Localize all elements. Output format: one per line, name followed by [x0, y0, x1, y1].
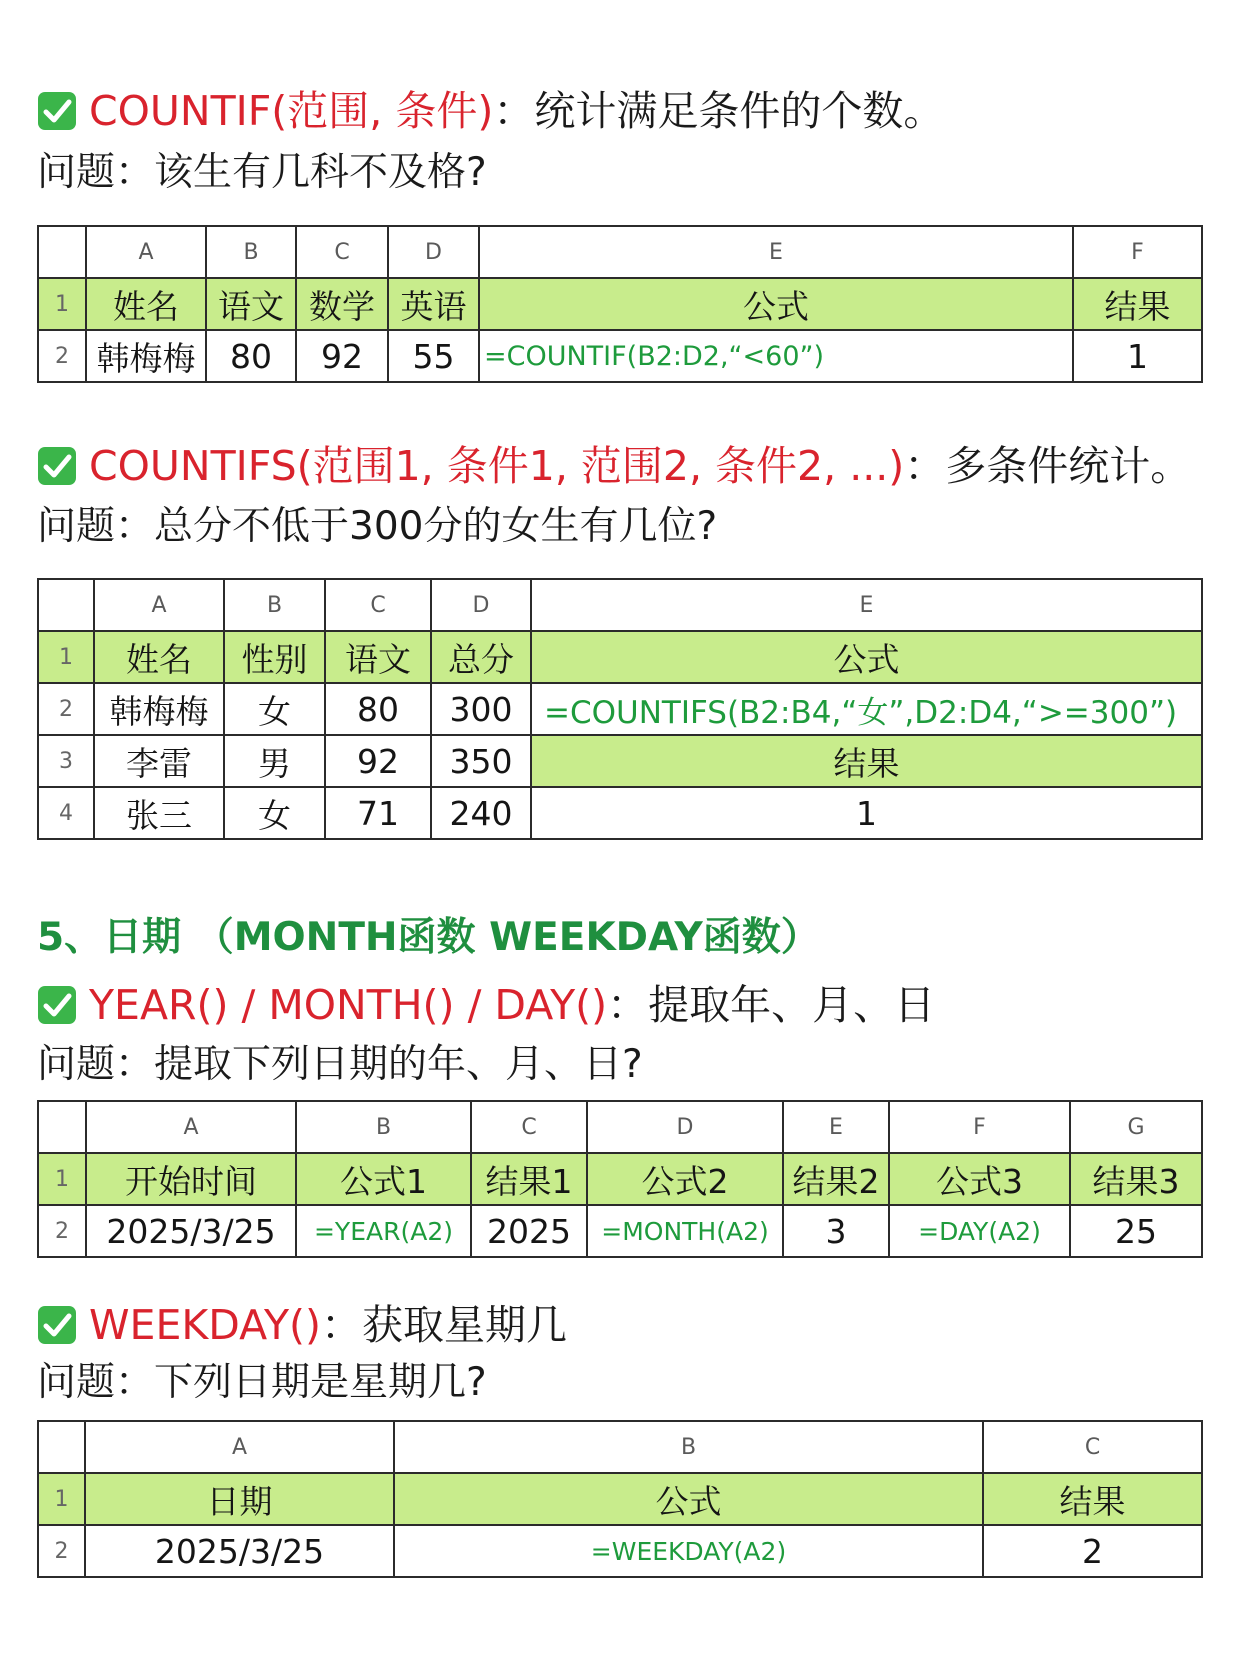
table-row	[38, 1205, 1202, 1257]
column-letter: G	[1070, 1101, 1202, 1153]
formula-cell: =YEAR(A2)	[296, 1205, 471, 1257]
result-header-cell: 结果	[531, 735, 1202, 787]
corner-cell	[38, 1421, 85, 1473]
table-cell: 语文	[325, 631, 431, 683]
column-letter: D	[587, 1101, 783, 1153]
table-cell: 女	[224, 787, 325, 839]
column-letter: B	[394, 1421, 983, 1473]
formula-cell: =WEEKDAY(A2)	[394, 1525, 983, 1577]
table-cell: 男	[224, 735, 325, 787]
table-cell: 结果3	[1070, 1153, 1202, 1205]
column-letter: E	[479, 226, 1073, 278]
table-row	[38, 330, 1202, 382]
question-text: 问题：提取下列日期的年、月、日?	[37, 1042, 643, 1087]
column-letter: A	[86, 1101, 296, 1153]
corner-cell	[38, 579, 94, 631]
section-title: 5、日期 （MONTH函数 WEEKDAY函数）	[37, 915, 820, 960]
question-text: 问题：下列日期是星期几?	[37, 1360, 487, 1405]
column-letter: C	[325, 579, 431, 631]
column-letter: B	[224, 579, 325, 631]
corner-cell	[38, 226, 86, 278]
column-letter: B	[206, 226, 296, 278]
table-row	[38, 683, 1202, 735]
function-signature: WEEKDAY()	[89, 1301, 321, 1349]
table-row	[38, 1525, 1202, 1577]
row-number: 1	[38, 631, 94, 683]
check-box-icon	[37, 985, 77, 1025]
table-cell: 英语	[388, 278, 479, 330]
function-signature: COUNTIF(范围, 条件)	[89, 87, 494, 135]
row-number: 3	[38, 735, 94, 787]
table-cell: 张三	[94, 787, 224, 839]
function-description: ：多条件统计。	[904, 442, 1192, 490]
question-text: 问题：该生有几科不及格?	[37, 150, 487, 195]
table-row	[38, 1473, 1202, 1525]
table-cell: 2025/3/25	[85, 1525, 394, 1577]
function-description: ：获取星期几	[321, 1301, 567, 1349]
date-example-table	[37, 1100, 1203, 1258]
row-number: 4	[38, 787, 94, 839]
result-cell: 2	[983, 1525, 1202, 1577]
column-letter: A	[94, 579, 224, 631]
column-letter: C	[471, 1101, 587, 1153]
table-cell: 韩梅梅	[94, 683, 224, 735]
table-cell: 韩梅梅	[86, 330, 206, 382]
table-row	[38, 787, 1202, 839]
result-cell: 1	[531, 787, 1202, 839]
table-cell: 80	[206, 330, 296, 382]
row-number: 1	[38, 1473, 85, 1525]
table-cell: 姓名	[94, 631, 224, 683]
column-header-row	[38, 579, 1202, 631]
table-cell: 结果	[1073, 278, 1202, 330]
table-cell: 总分	[431, 631, 531, 683]
table-cell: 姓名	[86, 278, 206, 330]
column-letter: C	[296, 226, 388, 278]
row-number: 2	[38, 330, 86, 382]
column-letter: D	[388, 226, 479, 278]
table-cell: 公式2	[587, 1153, 783, 1205]
formula-cell: =DAY(A2)	[889, 1205, 1070, 1257]
countifs-example-table	[37, 578, 1203, 840]
column-letter: C	[983, 1421, 1202, 1473]
column-letter: F	[1073, 226, 1202, 278]
row-number: 2	[38, 1205, 86, 1257]
countifs-heading	[37, 440, 1191, 492]
function-description: ：统计满足条件的个数。	[493, 87, 945, 135]
table-row	[38, 631, 1202, 683]
table-cell: 300	[431, 683, 531, 735]
result-cell: 25	[1070, 1205, 1202, 1257]
table-cell: 公式	[531, 631, 1202, 683]
table-cell: 开始时间	[86, 1153, 296, 1205]
table-cell: 92	[296, 330, 388, 382]
function-description: ：提取年、月、日	[607, 981, 936, 1029]
row-number: 1	[38, 278, 86, 330]
table-cell: 日期	[85, 1473, 394, 1525]
column-letter: E	[531, 579, 1202, 631]
result-cell: 2025	[471, 1205, 587, 1257]
table-cell: 350	[431, 735, 531, 787]
check-box-icon	[37, 91, 77, 131]
countif-example-table	[37, 225, 1203, 383]
column-letter: F	[889, 1101, 1070, 1153]
table-cell: 数学	[296, 278, 388, 330]
column-letter: A	[85, 1421, 394, 1473]
table-cell: 55	[388, 330, 479, 382]
check-box-icon	[37, 1305, 77, 1345]
table-cell: 结果	[983, 1473, 1202, 1525]
table-cell: 女	[224, 683, 325, 735]
function-signature: YEAR() / MONTH() / DAY()	[89, 981, 608, 1029]
column-letter: B	[296, 1101, 471, 1153]
table-cell: 结果1	[471, 1153, 587, 1205]
column-letter: D	[431, 579, 531, 631]
row-number: 2	[38, 683, 94, 735]
table-cell: 李雷	[94, 735, 224, 787]
table-cell: 语文	[206, 278, 296, 330]
weekday-heading	[37, 1299, 567, 1351]
column-header-row	[38, 226, 1202, 278]
table-row	[38, 278, 1202, 330]
table-row	[38, 735, 1202, 787]
table-row	[38, 1153, 1202, 1205]
corner-cell	[38, 1101, 86, 1153]
table-cell: 公式	[479, 278, 1073, 330]
table-cell: 240	[431, 787, 531, 839]
formula-cell: =MONTH(A2)	[587, 1205, 783, 1257]
column-letter: A	[86, 226, 206, 278]
date-functions-heading	[37, 979, 935, 1031]
table-cell: 80	[325, 683, 431, 735]
weekday-example-table	[37, 1420, 1203, 1578]
table-cell: 性别	[224, 631, 325, 683]
table-cell: 结果2	[783, 1153, 889, 1205]
column-header-row	[38, 1101, 1202, 1153]
table-cell: 2025/3/25	[86, 1205, 296, 1257]
table-cell: 92	[325, 735, 431, 787]
formula-cell: =COUNTIF(B2:D2,“<60”)	[479, 330, 1073, 382]
check-box-icon	[37, 446, 77, 486]
column-letter: E	[783, 1101, 889, 1153]
formula-cell: =COUNTIFS(B2:B4,“女”,D2:D4,“>=300”)	[531, 683, 1202, 735]
result-cell: 3	[783, 1205, 889, 1257]
question-text: 问题：总分不低于300分的女生有几位?	[37, 504, 718, 549]
table-cell: 71	[325, 787, 431, 839]
table-cell: 公式1	[296, 1153, 471, 1205]
countif-heading	[37, 85, 944, 137]
row-number: 2	[38, 1525, 85, 1577]
column-header-row	[38, 1421, 1202, 1473]
row-number: 1	[38, 1153, 86, 1205]
table-cell: 公式	[394, 1473, 983, 1525]
result-cell: 1	[1073, 330, 1202, 382]
table-cell: 公式3	[889, 1153, 1070, 1205]
function-signature: COUNTIFS(范围1, 条件1, 范围2, 条件2, ...)	[89, 442, 905, 490]
